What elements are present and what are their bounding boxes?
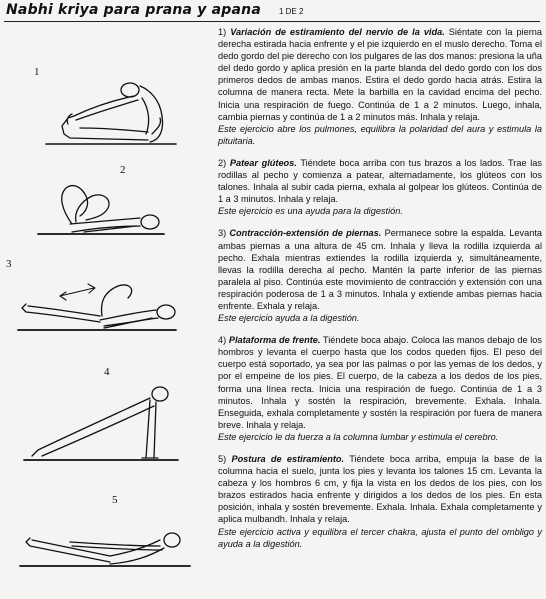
figure-4 <box>0 368 212 468</box>
front-platform-figure-icon <box>0 368 212 468</box>
figure-5-number: 5 <box>112 494 118 506</box>
exercise-3-title: Contracción-extensión de piernas. <box>229 228 382 239</box>
exercise-5-title: Postura de estiramiento. <box>231 454 345 464</box>
figure-3 <box>0 258 212 348</box>
exercise-2-title: Patear glúteos. <box>229 157 297 168</box>
exercise-1-number: 1) <box>218 27 227 37</box>
exercise-1-body: Siéntate con la pierna derecha estirada hacia enfrente y el pie izquierdo en el muslo derecho. Toma el dedo gordo del pie derecho con los pulgares de las dos manos: presiona la uña del dedo gordo y aplica presión en la parte blanda del dedo gordo con los dos primeros dedos de ambas manos. Estira el dedo gordo hacia atrás. Estira la columna de manera recta. Mete la barbilla en la cavidad encima del pecho. Inicia una respiración de fuego. Continúa de 1 a 2 minutos. Luego, inhala, cambia piernas y continúa de 1 a 2 minutos más. Inhala y relaja. <box>218 27 542 122</box>
exercise-1-note: Este ejercicio abre los pulmones, equilibra la polaridad del aura y estimula la pituitaria. <box>218 123 542 146</box>
seated-forward-bend-figure-icon <box>0 54 212 164</box>
exercise-3-body: Permanece sobre la espalda. Levanta ambas piernas a una altura de 45 cm. Inhala y lleva la rodilla izquierda al pecho. Exhala mientras extiendes la rodilla izquierda y, simultáneamente, llevas la rodilla derecha al pecho. Mantén la parte inferior de las piernas paralela al piso. Continúa este movimiento de contracción y extensión con una respiración poderosa de 1 a 3 minutos. Inhala y extiende ambas piernas hacia enfrente. Exhala y relaja. <box>218 228 542 311</box>
figure-2-number: 2 <box>120 164 126 176</box>
exercise-2 <box>218 157 542 217</box>
supine-leg-pump-figure-icon <box>0 258 212 348</box>
exercise-text-column <box>218 26 542 560</box>
exercise-4 <box>218 334 542 443</box>
exercise-2-number: 2) <box>218 157 227 168</box>
exercise-3-number: 3) <box>218 228 227 239</box>
header-divider <box>4 21 540 22</box>
exercise-2-body: Tiéndete boca arriba con tus brazos a los lados. Trae las rodillas al pecho y comienza a patear, alternadamente, los glúteos con los talones. Inhala al subir cada pierna, exhala al golpear los glúteos. Continúa de 1 a 3 minutos. Inhala y relaja. <box>218 157 542 205</box>
figures-column <box>0 24 212 599</box>
exercise-3-note: Este ejercicio ayuda a la digestión. <box>218 313 360 324</box>
figure-2 <box>0 166 212 256</box>
exercise-5-note: Este ejercicio activa y equilibra el tercer chakra, ajusta el punto del ombligo y ayuda a la digestión. <box>218 526 542 549</box>
exercise-4-body: Tiéndete boca abajo. Coloca las manos debajo de los hombros y levanta el cuerpo hasta que los codos queden fijos. El peso del cuerpo está soportado, ya sea por las palmas o por las yemas de los dedos, y por el empeine de los pies. El cuerpo, de la cabeza a los dedos de los pies, forma una línea recta. Inicia una respiración de fuego. Continúa de 1 a 3 minutos. Inhala y sostén la respiración, brevemente. Exhala. Inhala. Enseguida, exhala completamente y sostén la respiración por fuera de manera breve. Inhala y relaja. <box>218 335 542 430</box>
exercise-2-note: Este ejercicio es una ayuda para la digestión. <box>218 206 403 217</box>
exercise-5 <box>218 453 542 550</box>
exercise-1-title: Variación de estiramiento del nervio de la vida. <box>230 27 445 37</box>
figure-3-number: 3 <box>6 258 12 270</box>
exercise-4-number: 4) <box>218 335 227 346</box>
stretch-pose-figure-icon <box>0 490 212 580</box>
figure-1 <box>0 54 212 164</box>
figure-1-number: 1 <box>34 66 40 78</box>
exercise-4-title: Plataforma de frente. <box>228 335 321 346</box>
exercise-5-number: 5) <box>218 454 227 464</box>
page-header <box>6 2 303 22</box>
exercise-4-note: Este ejercicio le da fuerza a la columna lumbar y estimula el cerebro. <box>218 431 499 442</box>
figure-5 <box>0 490 212 580</box>
page-title: Nabhi kriya para prana y apana <box>6 2 261 18</box>
page-number-label: 1 DE 2 <box>278 7 304 16</box>
exercise-3 <box>218 227 542 324</box>
supine-knees-to-chest-figure-icon <box>0 166 212 256</box>
exercise-5-body: Tiéndete boca arriba, empuja la base de la columna hacia el suelo, junta los pies y levanta los talones 15 cm. Levanta la cabeza y los hombros 6 cm, y fija la vista en los dedos de los pies, con los brazos estirados hacia enfrente y dirigidos a los dedos de los pies. En esta posición, inhala y sostén brevemente. Exhala. Inhala. Exhala completamente y aplica mulbandh. Inhala y relaja. <box>218 454 543 525</box>
figure-4-number: 4 <box>104 366 110 378</box>
exercise-1 <box>218 26 542 147</box>
